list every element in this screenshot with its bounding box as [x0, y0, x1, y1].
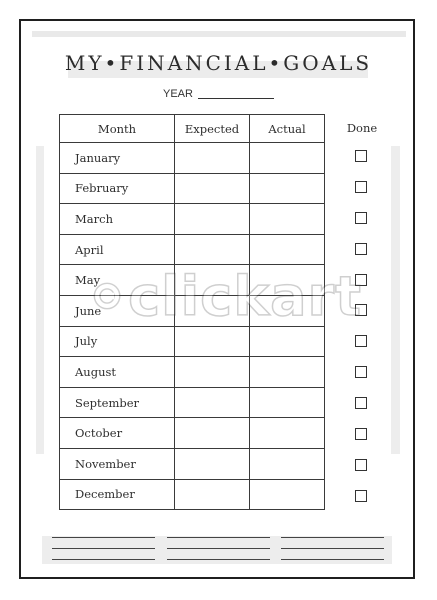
table-row [60, 173, 325, 204]
table-row [60, 204, 325, 235]
month-cell: October [60, 418, 175, 449]
actual-cell[interactable] [250, 143, 325, 174]
done-checkbox[interactable] [355, 335, 367, 347]
actual-cell[interactable] [250, 204, 325, 235]
header-done: Done [346, 121, 378, 135]
month-cell: January [60, 143, 175, 174]
done-checkbox[interactable] [355, 181, 367, 193]
left-decor-bar [36, 146, 44, 454]
month-cell: April [60, 234, 175, 265]
month-cell: September [60, 387, 175, 418]
month-cell: June [60, 295, 175, 326]
done-checkbox[interactable] [355, 274, 367, 286]
actual-cell[interactable] [250, 173, 325, 204]
table-row [60, 265, 325, 296]
actual-cell[interactable] [250, 234, 325, 265]
note-line [52, 537, 155, 538]
expected-cell[interactable] [175, 357, 250, 388]
done-checkbox[interactable] [355, 366, 367, 378]
notes-lines-right[interactable] [281, 537, 384, 570]
done-checkbox[interactable] [355, 459, 367, 471]
year-input-line[interactable] [198, 98, 274, 99]
notes-lines-left[interactable] [52, 537, 155, 570]
actual-cell[interactable] [250, 357, 325, 388]
table-row [60, 357, 325, 388]
expected-cell[interactable] [175, 418, 250, 449]
header-month: Month [60, 115, 175, 143]
expected-cell[interactable] [175, 204, 250, 235]
right-decor-bar [391, 146, 400, 454]
note-line [52, 559, 155, 560]
actual-cell[interactable] [250, 448, 325, 479]
done-checkbox[interactable] [355, 150, 367, 162]
header-expected: Expected [175, 115, 250, 143]
goals-table [59, 114, 325, 510]
year-label: YEAR [163, 88, 193, 100]
note-line [281, 559, 384, 560]
notes-lines-center[interactable] [167, 537, 270, 570]
table-row [60, 234, 325, 265]
table-row [60, 387, 325, 418]
year-field [163, 86, 274, 100]
month-cell: November [60, 448, 175, 479]
note-line [167, 548, 270, 549]
expected-cell[interactable] [175, 265, 250, 296]
actual-cell[interactable] [250, 326, 325, 357]
note-line [281, 548, 384, 549]
month-cell: December [60, 479, 175, 510]
table-row [60, 479, 325, 510]
done-checkbox[interactable] [355, 490, 367, 502]
table-row [60, 418, 325, 449]
table-row [60, 448, 325, 479]
actual-cell[interactable] [250, 387, 325, 418]
expected-cell[interactable] [175, 295, 250, 326]
month-cell: February [60, 173, 175, 204]
month-cell: March [60, 204, 175, 235]
page-title: MY•FINANCIAL•GOALS [64, 51, 373, 75]
month-cell: August [60, 357, 175, 388]
done-checkbox[interactable] [355, 212, 367, 224]
done-checkbox[interactable] [355, 304, 367, 316]
done-checkbox[interactable] [355, 397, 367, 409]
expected-cell[interactable] [175, 326, 250, 357]
actual-cell[interactable] [250, 265, 325, 296]
expected-cell[interactable] [175, 173, 250, 204]
actual-cell[interactable] [250, 479, 325, 510]
watermark-text: clickart [128, 264, 362, 328]
expected-cell[interactable] [175, 448, 250, 479]
note-line [167, 537, 270, 538]
header-actual: Actual [250, 115, 325, 143]
table-row [60, 143, 325, 174]
expected-cell[interactable] [175, 387, 250, 418]
note-line [52, 548, 155, 549]
actual-cell[interactable] [250, 418, 325, 449]
table-row [60, 295, 325, 326]
note-line [281, 537, 384, 538]
expected-cell[interactable] [175, 234, 250, 265]
table-header-row [60, 115, 325, 143]
note-line [167, 559, 270, 560]
month-cell: July [60, 326, 175, 357]
actual-cell[interactable] [250, 295, 325, 326]
expected-cell[interactable] [175, 479, 250, 510]
table-row [60, 326, 325, 357]
top-decor-stripe [32, 31, 406, 37]
month-cell: May [60, 265, 175, 296]
done-checkbox[interactable] [355, 243, 367, 255]
done-checkbox[interactable] [355, 428, 367, 440]
expected-cell[interactable] [175, 143, 250, 174]
